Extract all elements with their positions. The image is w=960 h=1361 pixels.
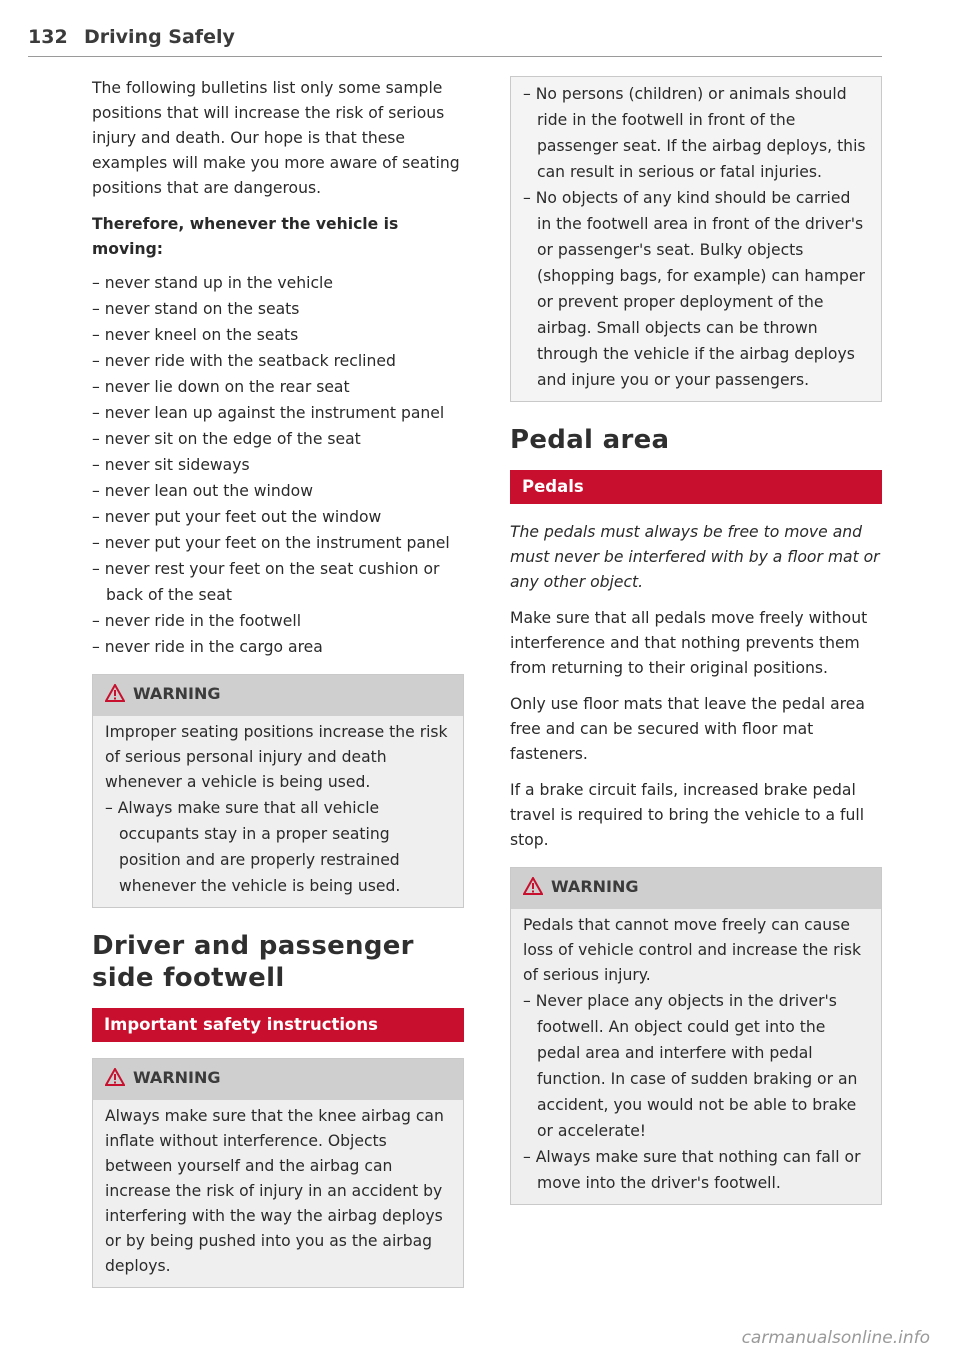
paragraph: Make sure that all pedals move freely without interference and that nothing prevents them from returning to their original positions. (510, 609, 868, 677)
list-item: – No objects of any kind should be carried in the footwell area in front of the driver's or passenger's seat. Bulky objects (shopping bags, for example) can hamper or prevent proper deployment of the airbag. Small objects can be thrown through the vehicle if the airbag deploys and injure you or your passengers. (523, 185, 869, 393)
list-item: – No persons (children) or animals should ride in the footwell in front of the passenger seat. If the airbag deploys, this can result in serious or fatal injuries. (523, 81, 869, 185)
warning-box-knee-airbag (92, 1058, 464, 1288)
list-item: – never sit on the edge of the seat (92, 426, 464, 452)
warning-triangle-icon (105, 1068, 125, 1094)
page-number: 132 (28, 26, 68, 48)
warning-header (511, 868, 881, 909)
footwell-heading: Driver and passenger side footwell (92, 931, 414, 993)
warning-text: Improper seating positions increase the risk of serious personal injury and death whenever a vehicle is being used. (105, 723, 448, 791)
safety-subheading: Important safety instructions (92, 1008, 464, 1042)
list-item: – never put your feet on the instrument panel (92, 530, 464, 556)
warning-text: Pedals that cannot move freely can cause loss of vehicle control and increase the risk of serious injury. (523, 916, 861, 984)
list-item: – never ride in the footwell (92, 608, 464, 634)
list-item: – never ride in the cargo area (92, 634, 464, 660)
pedals-subheading: Pedals (510, 470, 882, 504)
list-item: – never lean out the window (92, 478, 464, 504)
warning-header (93, 1059, 463, 1100)
warning-box-pedals (510, 867, 882, 1205)
section-title: Driving Safely (84, 26, 235, 48)
warning-header (93, 675, 463, 716)
paragraph: Only use floor mats that leave the pedal area free and can be secured with floor mat fasteners. (510, 695, 865, 763)
pedals-intro: The pedals must always be free to move and must never be interfered with by a floor mat or any other object. (510, 523, 880, 591)
warning-triangle-icon (105, 684, 125, 710)
list-item: – never stand up in the vehicle (92, 270, 464, 296)
right-column (510, 76, 882, 1225)
warning-box-seating (92, 674, 464, 908)
warning-triangle-icon (523, 877, 543, 903)
list-item: – never rest your feet on the seat cushion or back of the seat (92, 556, 464, 608)
pedal-area-heading: Pedal area (510, 425, 670, 455)
list-item: – Always make sure that all vehicle occupants stay in a proper seating position and are properly restrained whenever the vehicle is being used. (105, 795, 451, 899)
moving-heading: Therefore, whenever the vehicle is moving: (92, 215, 399, 258)
list-item: – never ride with the seatback reclined (92, 348, 464, 374)
watermark: carmanualsonline.info (741, 1328, 930, 1348)
list-item: – Never place any objects in the driver's footwell. An object could get into the pedal area and interfere with pedal function. In case of sudden braking or an accident, you would not be able to brake or accelerate! (523, 988, 869, 1144)
warning-bullets (105, 795, 451, 899)
warning-bullets (523, 988, 869, 1196)
warning-label: WARNING (133, 684, 221, 703)
page-header (28, 24, 882, 57)
left-column (92, 76, 464, 1308)
list-item: – never kneel on the seats (92, 322, 464, 348)
paragraph: If a brake circuit fails, increased brake pedal travel is required to bring the vehicle to a full stop. (510, 781, 865, 849)
list-item: – never lean up against the instrument panel (92, 400, 464, 426)
warning-bullets (523, 81, 869, 393)
never-list (92, 270, 464, 660)
list-item: – never stand on the seats (92, 296, 464, 322)
intro-paragraph: The following bulletins list only some sample positions that will increase the risk of serious injury and death. Our hope is that these examples will make you more aware of seating positions that are dangerous. (92, 79, 460, 197)
list-item: – Always make sure that nothing can fall or move into the driver's footwell. (523, 1144, 869, 1196)
warning-label: WARNING (551, 877, 639, 896)
list-item: – never put your feet out the window (92, 504, 464, 530)
warning-body (93, 1100, 463, 1287)
warning-body (93, 716, 463, 907)
warning-text: Always make sure that the knee airbag can inflate without interference. Objects between yourself and the airbag can increase the risk of injury in an accident by interfering with the way the airbag deploys or by being pushed into you as the airbag deploys. (105, 1107, 444, 1275)
warning-label: WARNING (133, 1068, 221, 1087)
list-item: – never sit sideways (92, 452, 464, 478)
warning-body (511, 909, 881, 1204)
warning-continuation (510, 76, 882, 402)
list-item: – never lie down on the rear seat (92, 374, 464, 400)
